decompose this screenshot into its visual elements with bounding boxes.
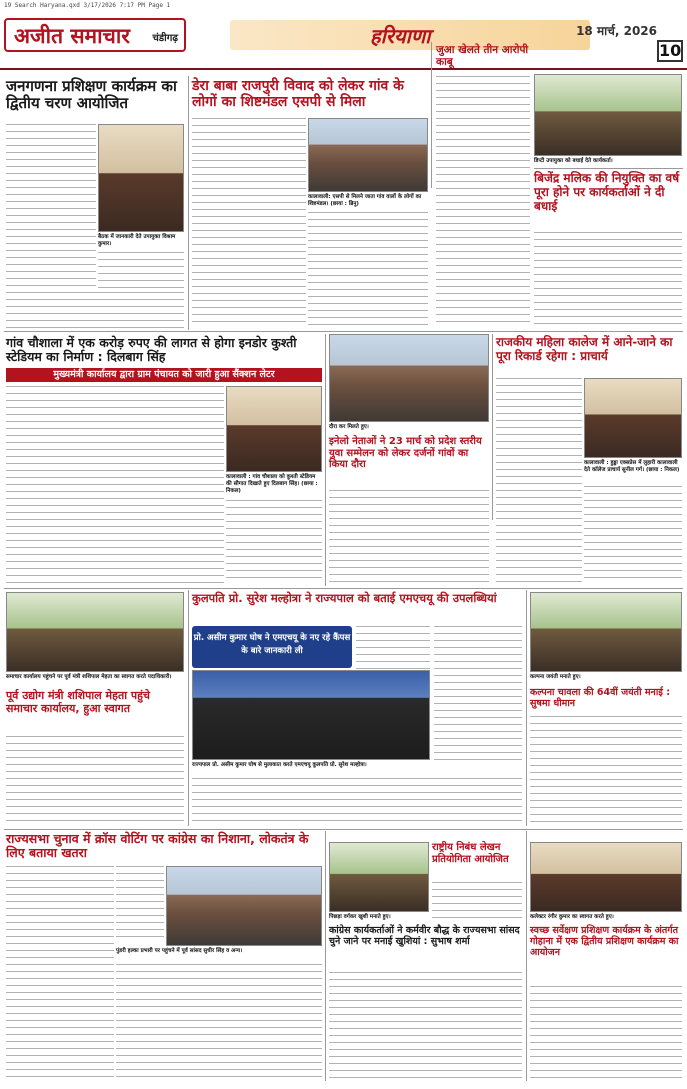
- story-3-headline: जुआ खेलते तीन आरोपी काबू: [436, 44, 529, 69]
- story-5-headline: गांव चौशाला में एक करोड़ रुपए की लागत से होगा इनडोर कुश्ती स्टेडियम का निर्माण : दिलबाग सिंह: [6, 335, 297, 365]
- column-rule: [325, 831, 326, 1081]
- story-1-body-a: [6, 124, 96, 290]
- story-8-body-b: [192, 778, 522, 826]
- story-5-banner: मुख्यमंत्री कार्यालय द्वारा ग्राम पंचायत को जारी हुआ सैंक्शन लेटर: [6, 368, 322, 382]
- story-11-headline: राज्यसभा चुनाव में क्रॉस वोटिंग पर कांग्रेस का निशाना, लोकतंत्र के लिए बताया खतरा: [6, 831, 309, 861]
- story-7-caption: दौरा कर मिलते हुए।: [329, 424, 369, 430]
- story-2-body-b: [308, 212, 428, 328]
- story-2-caption: कालावाली: एसपी से मिलने जाता गांव वालों के लोगों का शिष्टमंडल। (छाया : ब्रिनु): [308, 194, 422, 207]
- column-rule: [526, 831, 527, 1081]
- masthead: [0, 14, 687, 70]
- column-rule: [325, 334, 326, 586]
- issue-date: 18 मार्च, 2026: [576, 24, 657, 38]
- story-12-headline: राष्ट्रीय निबंध लेखन प्रतियोगिता आयोजित: [432, 842, 509, 865]
- print-slug: 19 Search Haryana.qxd 3/17/2026 7:17 PM Page 1: [4, 2, 171, 9]
- story-2-body-a: [192, 118, 306, 328]
- story-14-photo: [530, 842, 682, 912]
- story-5-caption: कालावाली : गांव चौशाला को कुश्ती स्टेडियम की सौगात दिखाते हुए दिलबाग सिंह। (छाया : निकल): [226, 474, 318, 494]
- story-3-body: [436, 76, 530, 322]
- column-rule: [492, 334, 493, 520]
- story-11-caption: पुंडरी हल्का प्रभारी पर पहुंचने में पूर्व सांसद सुधीर सिंह व अन्य।: [116, 948, 243, 954]
- story-2-headline: डेरा बाबा राजपुरी विवाद को लेकर गांव के लोगों का शिष्टमंडल एसपी से मिला: [192, 78, 404, 111]
- story-14-body: [530, 986, 682, 1080]
- story-8-headline: कुलपति प्रो. सुरेश मल्होत्रा ने राज्यपाल को बताई एमएचयू की उपलब्धियां: [192, 591, 497, 605]
- story-11-photo: [166, 866, 322, 946]
- row-rule: [4, 588, 683, 589]
- story-14-headline: स्वच्छ सर्वेक्षण प्रशिक्षण कार्यक्रम के अंतर्गत गोहाना में एक द्वितीय प्रशिक्षण कार्यक्रम का आयोजन: [530, 925, 679, 958]
- story-9-body: [6, 736, 184, 826]
- story-5-photo: [226, 386, 322, 472]
- column-rule: [526, 590, 527, 826]
- story-12-body: [432, 882, 522, 922]
- story-11-body-b: [116, 866, 164, 940]
- story-1-photo: [98, 124, 184, 232]
- story-13-caption: पिछड़ा वर्गकर खुशी मनाते हुए।: [329, 914, 391, 920]
- story-13-body: [329, 972, 522, 1080]
- story-7-headline: इनेलो नेताओं ने 23 मार्च को प्रदेश स्तरीय युवा सम्मेलन को लेकर दर्जनों गांवों का किया दौरा: [329, 436, 482, 470]
- row-rule: [4, 829, 683, 830]
- story-6-caption: कालावाली : हुड्डा एक्सप्रेस में लुहारी कालावाली देते कॉलेज प्राचार्य सुनील गर्ग। (छाया : निकल): [584, 460, 680, 473]
- column-rule: [188, 76, 189, 330]
- story-1-body-c: [6, 292, 184, 328]
- story-10-caption: कल्पना जयंती मनाते हुए।: [530, 674, 581, 680]
- newspaper-logo: [4, 18, 186, 52]
- story-3-caption: डिप्टी उपायुक्त को बधाई देते कार्यकर्ता।: [534, 158, 613, 164]
- story-8-banner: प्रो. असीम कुमार घोष ने एमएचयू के नए रहे कैंपस के बारे जानकारी ली: [192, 626, 352, 668]
- story-rule: [534, 168, 683, 169]
- story-9-caption: समाचार कार्यालय पहुंचने पर पूर्व मंत्री शशिपाल मेहता का स्वागत करते पदाधिकारी।: [6, 674, 172, 680]
- story-4-headline: बिजेंद्र मलिक की नियुक्ति का वर्ष पूरा होने पर कार्यकर्ताओं ने दी बधाई: [534, 171, 680, 213]
- story-11-body-c: [116, 964, 322, 1080]
- story-6-photo: [584, 378, 682, 458]
- story-9-headline: पूर्व उद्योग मंत्री शशिपाल मेहता पहुंचे समाचार कार्यालय, हुआ स्वागत: [6, 689, 150, 715]
- story-10-body: [530, 716, 682, 826]
- story-14-caption: कलेक्टर रंगीर कुमार का स्वागत करते हुए।: [530, 914, 614, 920]
- story-11-body-a: [6, 866, 114, 1080]
- story-6-headline: राजकीय महिला कालेज में आने-जाने का पूरा रिकार्ड रहेगा : प्राचार्य: [496, 335, 673, 363]
- story-7-body: [329, 490, 489, 584]
- story-10-headline: कल्पना चावला की 64वीं जयंती मनाई : सुषमा धीमान: [530, 687, 671, 709]
- story-5-body-a: [6, 386, 224, 584]
- story-8-caption: राज्यपाल प्रो. असीम कुमार घोष से मुलाकात करते एमएचयू कुलपति प्रो. सुरेश मल्होत्रा।: [192, 762, 367, 768]
- story-10-photo: [530, 592, 682, 672]
- story-3-photo: [534, 74, 682, 156]
- story-13-headline: कांग्रेस कार्यकर्ताओं ने कर्मवीर बौद्ध के राज्यसभा सांसद चुने जाने पर मनाई खुशियां : सुभाष शर्मा: [329, 925, 520, 947]
- story-2-photo: [308, 118, 428, 192]
- story-1-headline: जनगणना प्रशिक्षण कार्यक्रम का द्वितीय चरण आयोजित: [6, 77, 177, 113]
- story-8-body-c: [434, 626, 522, 760]
- section-title: हरियाणा: [370, 24, 431, 48]
- column-rule: [431, 42, 432, 188]
- story-13-photo: [329, 842, 429, 912]
- story-5-body-b: [226, 500, 322, 584]
- row-rule: [4, 331, 683, 332]
- story-1-body-b: [98, 252, 184, 290]
- story-9-photo: [6, 592, 184, 672]
- column-rule: [188, 590, 189, 826]
- page-number: 10: [659, 41, 682, 60]
- story-4-body: [534, 232, 682, 328]
- edition-city: चंडीगढ़: [152, 33, 178, 44]
- brand-name: अजीत समाचार: [14, 24, 130, 48]
- story-8-photo: [192, 670, 430, 760]
- section-header: [230, 20, 590, 50]
- story-6-body-b: [584, 486, 682, 584]
- story-7-photo: [329, 334, 489, 422]
- story-1-caption: बैठक में जानकारी देते उपायुक्त विश्राम कुमार।: [98, 234, 176, 247]
- story-6-body-a: [496, 378, 582, 584]
